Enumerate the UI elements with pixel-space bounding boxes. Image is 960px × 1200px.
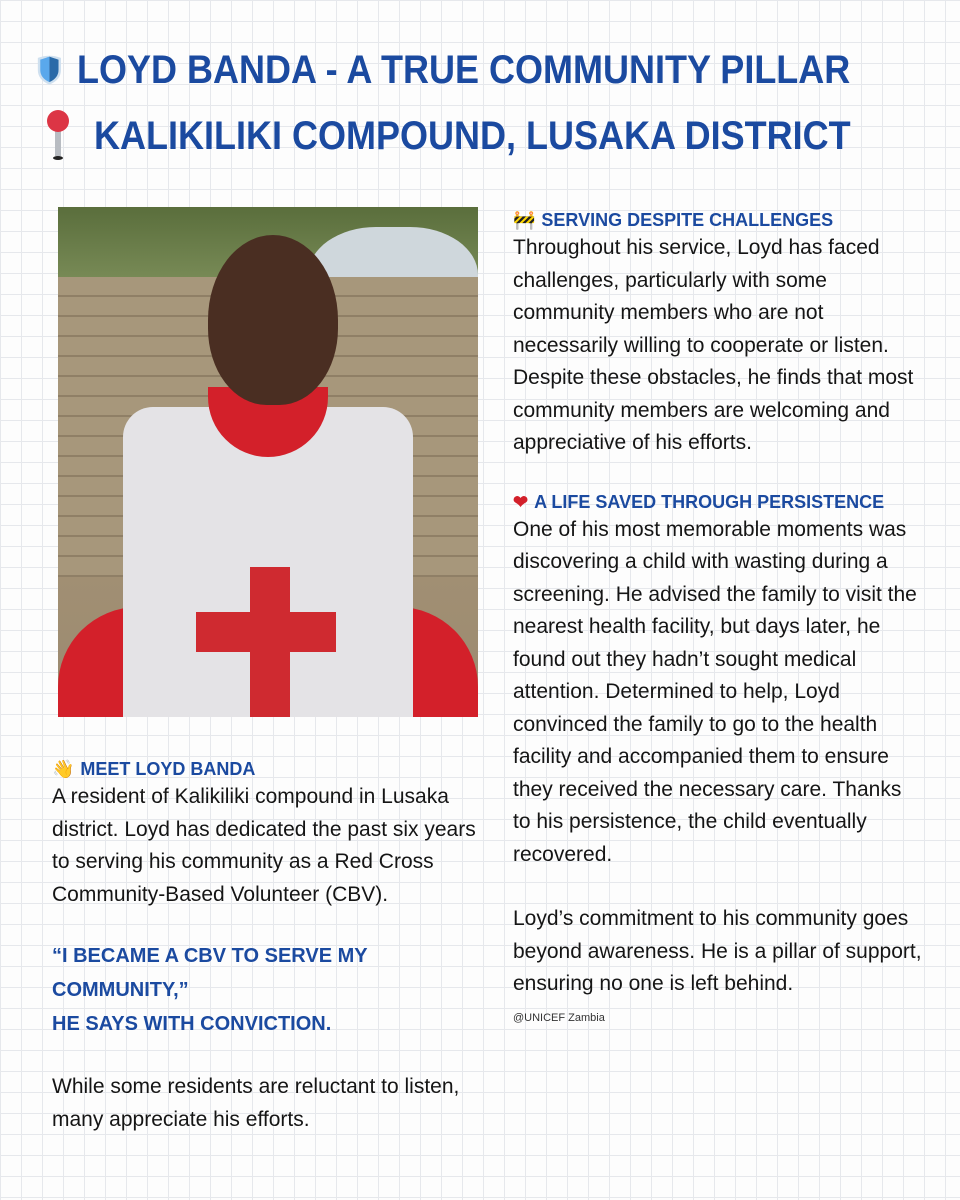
life-saved-body: One of his most memorable moments was discovering a child with wasting during a screening. He advised the family to visit the nearest health facility, but days later, he found out they hadn’t sought medical attention. Determined to help, Loyd convinced the family to go to the health facility and accompanied them to ensure they received the necessary care. Thanks to his persistence, the child eventually recovered. (513, 517, 917, 866)
credit: @UNICEF Zambia (513, 1011, 605, 1024)
pin-icon (36, 108, 80, 164)
construction-barrier-icon: 🚧 (513, 210, 536, 230)
commitment-body: Loyd’s commitment to his community goes beyond awareness. He is a pillar of support, ensuring no one is left behind. (513, 907, 922, 995)
title-row-1 (36, 44, 936, 96)
left-column (52, 207, 497, 1136)
title-line-2: KALIKILIKI COMPOUND, LUSAKA DISTRICT (94, 113, 851, 158)
right-column (513, 208, 923, 1025)
meet-heading: 👋 MEET LOYD BANDA (52, 759, 256, 779)
title-row-2 (36, 108, 936, 164)
reluctant-body: While some residents are reluctant to listen, many appreciate his efforts. (52, 1075, 460, 1131)
challenges-heading: 🚧 SERVING DESPITE CHALLENGES (513, 210, 834, 230)
waving-hand-icon: 👋 (52, 759, 75, 779)
portrait-photo (58, 207, 478, 717)
challenges-body: Throughout his service, Loyd has faced challenges, particularly with some community members who are not necessarily willing to cooperate or listen. Despite these obstacles, he finds that most community members are welcoming and appreciative of his efforts. (513, 236, 914, 454)
heart-icon: ❤ (513, 491, 529, 512)
shield-icon (36, 44, 63, 96)
life-saved-heading: ❤ A LIFE SAVED THROUGH PERSISTENCE (513, 491, 885, 512)
quote: “I BECAME A CBV TO SERVE MY COMMUNITY,” HE SAYS WITH CONVICTION. (52, 945, 368, 1035)
title-line-1: LOYD BANDA - A TRUE COMMUNITY PILLAR (76, 47, 851, 92)
meet-body: A resident of Kalikiliki compound in Lusaka district. Loyd has dedicated the past six years to serving his community as a Red Cross Community-Based Volunteer (CBV). (52, 785, 476, 906)
